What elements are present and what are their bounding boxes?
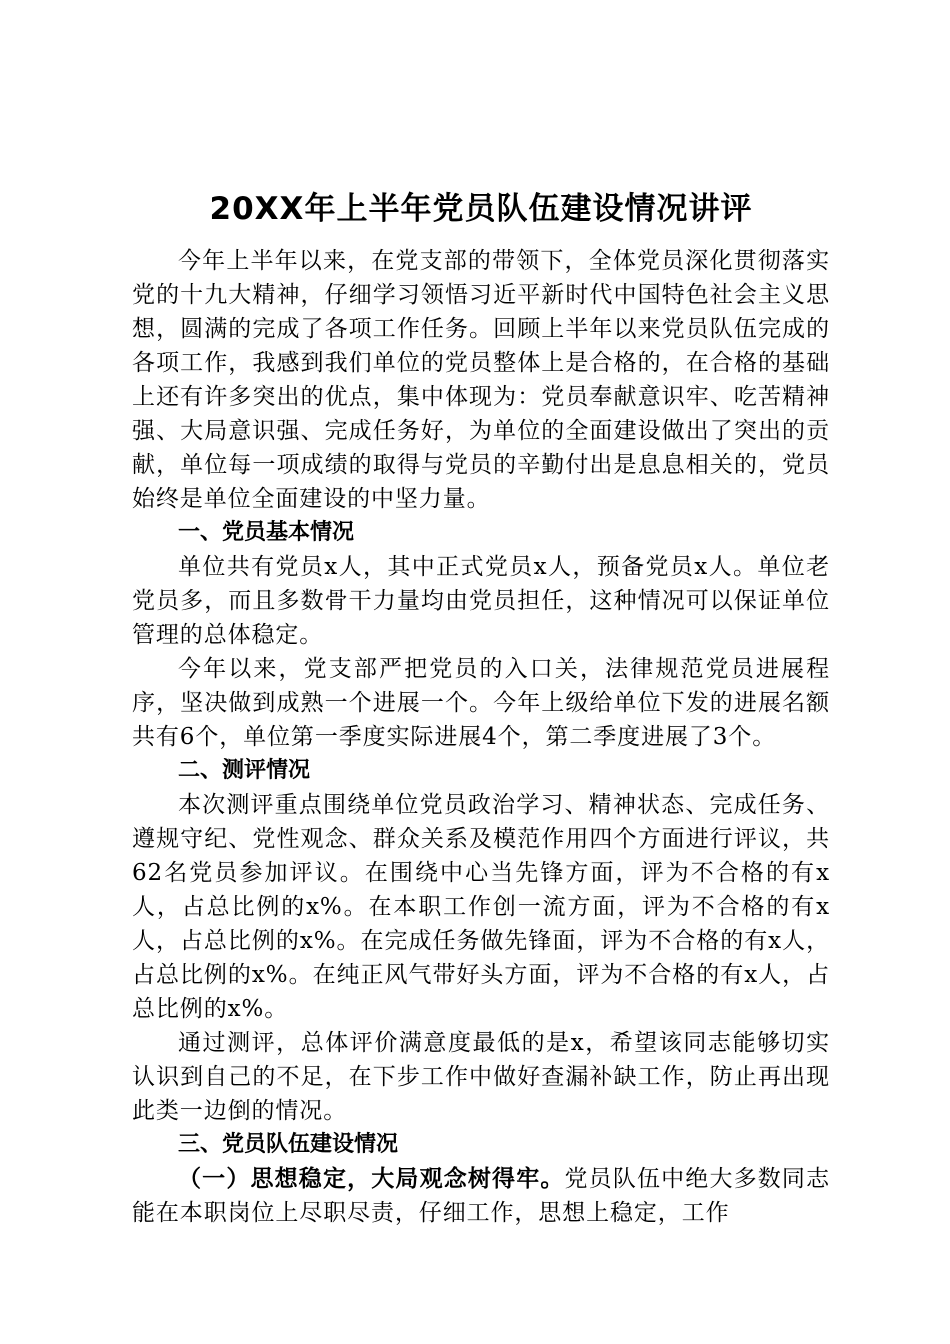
basic-info-paragraph-2: 今年以来，党支部严把党员的入口关，法律规范党员进展程序，坚决做到成熟一个进展一个。今年上级给单位下发的进展名额共有6个，单位第一季度实际进展4个，第二季度进展了3个。 xyxy=(132,656,830,750)
document-page xyxy=(132,180,830,1230)
subsection-lead: （一）思想稳定，大局观念树得牢。 xyxy=(178,1166,565,1192)
document-title: 20XX年上半年党员队伍建设情况讲评 xyxy=(209,191,753,227)
team-building-paragraph-1 xyxy=(132,1162,830,1230)
intro-paragraph: 今年上半年以来，在党支部的带领下，全体党员深化贯彻落实党的十九大精神，仔细学习领悟习近平新时代中国特色社会主义思想，圆满的完成了各项工作任务。回顾上半年以来党员队伍完成的各项工作，我感到我们单位的党员整体上是合格的，在合格的基础上还有许多突出的优点，集中体现为：党员奉献意识牢、吃苦精神强、大局意识强、完成任务好，为单位的全面建设做出了突出的贡献，单位每一项成绩的取得与党员的辛勤付出是息息相关的，党员始终是单位全面建设的中坚力量。 xyxy=(132,248,830,512)
section-heading-evaluation: 二、测评情况 xyxy=(178,758,311,783)
subsection-text: 党员队伍中绝大多数同志能在本职岗位上尽职尽责，仔细工作，思想上稳定，工作 xyxy=(132,1166,830,1226)
section-heading-basic-info: 一、党员基本情况 xyxy=(178,520,355,545)
evaluation-paragraph-2: 通过测评，总体评价满意度最低的是x，希望该同志能够切实认识到自己的不足，在下步工作中做好查漏补缺工作，防止再出现此类一边倒的情况。 xyxy=(132,1030,830,1124)
evaluation-paragraph-1: 本次测评重点围绕单位党员政治学习、精神状态、完成任务、遵规守纪、党性观念、群众关系及模范作用四个方面进行评议，共62名党员参加评议。在围绕中心当先锋方面，评为不合格的有x人，占总比例的x%。在本职工作创一流方面，评为不合格的有x人，占总比例的x%。在完成任务做先锋面，评为不合格的有x人，占总比例的x%。在纯正风气带好头方面，评为不合格的有x人，占总比例的x%。 xyxy=(132,792,830,1022)
section-heading-team-building: 三、党员队伍建设情况 xyxy=(178,1132,399,1157)
basic-info-paragraph-1: 单位共有党员x人，其中正式党员x人，预备党员x人。单位老党员多，而且多数骨干力量均由党员担任，这种情况可以保证单位管理的总体稳定。 xyxy=(132,554,830,648)
